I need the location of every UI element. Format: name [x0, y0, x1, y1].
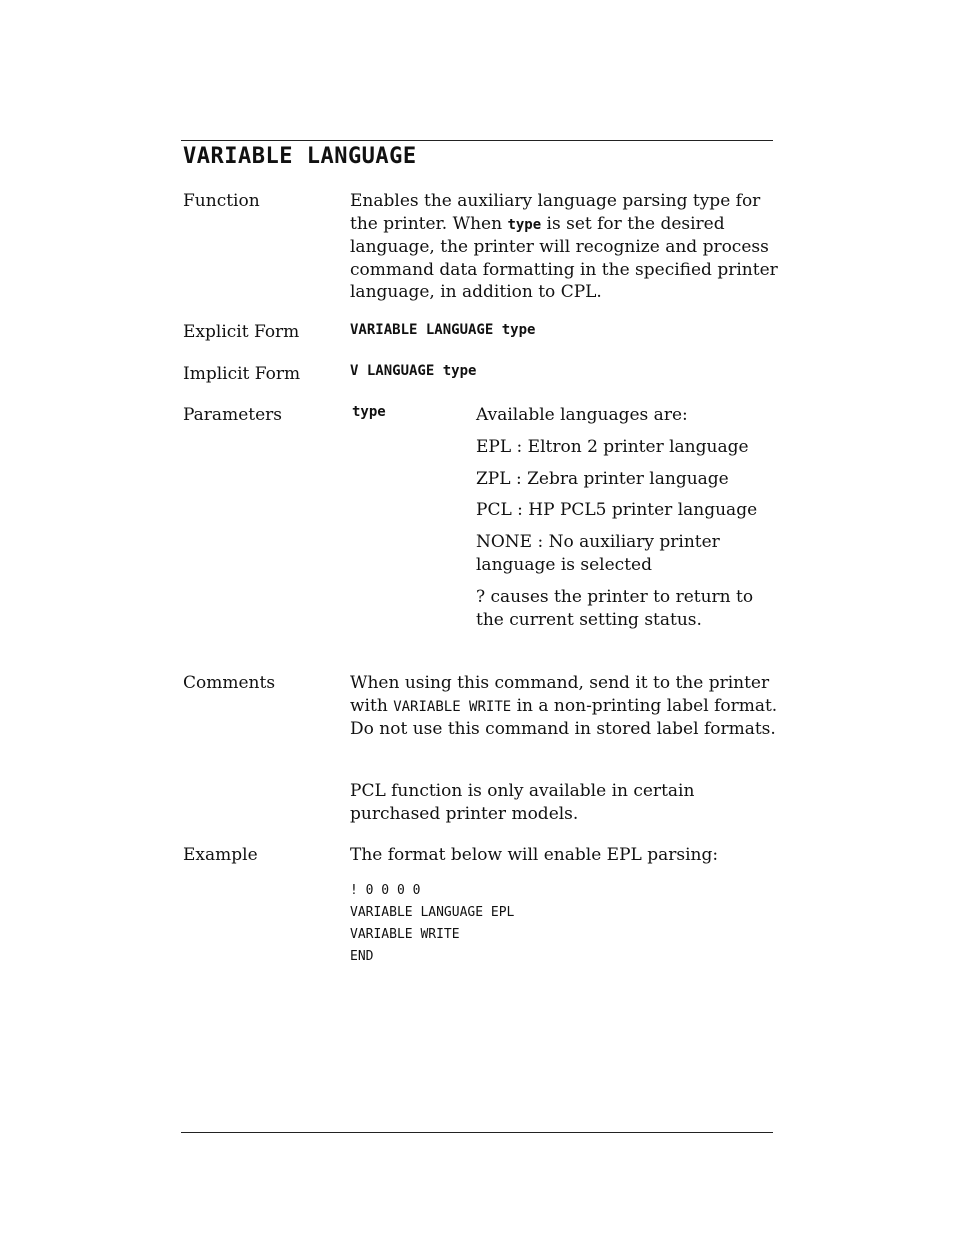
function-label: Function: [183, 191, 260, 211]
parameter-line: ZPL : Zebra printer language: [476, 469, 729, 489]
parameter-name: type: [352, 404, 386, 420]
parameters-label: Parameters: [183, 405, 282, 425]
comments-code: VARIABLE WRITE: [393, 698, 512, 715]
code-line: VARIABLE LANGUAGE EPL: [350, 905, 515, 920]
parameter-line: PCL : HP PCL5 printer language: [476, 500, 758, 520]
example-code-block: [350, 880, 514, 968]
example-label: Example: [183, 845, 258, 865]
bottom-rule: [181, 1132, 773, 1133]
function-text-1: Enables the auxiliary language parsing type for the printer. When: [350, 191, 761, 234]
implicit-form-value: V LANGUAGE type: [350, 363, 477, 379]
parameter-line: NONE : No auxiliary printer language is selected: [476, 532, 720, 575]
comments-text-2: in a non-printing label format. Do not use this command in stored label formats.: [350, 695, 778, 739]
code-line: VARIABLE WRITE: [350, 927, 460, 942]
parameter-line: Available languages are:: [476, 405, 688, 425]
explicit-form-label: Explicit Form: [183, 322, 300, 342]
function-description: [350, 190, 790, 304]
parameter-line: EPL : Eltron 2 printer language: [476, 437, 749, 457]
parameter-line: ? causes the printer to return to the current setting status.: [476, 587, 754, 630]
comments-paragraph-2: PCL function is only available in certain purchased printer models.: [350, 781, 695, 824]
comments-label: Comments: [183, 673, 276, 693]
comments-paragraph-1: [350, 672, 780, 741]
implicit-form-label: Implicit Form: [183, 364, 301, 384]
code-line: END: [350, 949, 374, 964]
page-title: VARIABLE LANGUAGE: [183, 144, 417, 169]
comments-text-1: When using this command, send it to the printer with: [350, 673, 770, 716]
code-line: ! 0 0 0 0: [350, 883, 421, 898]
function-code-type: type: [507, 216, 542, 233]
explicit-form-value: VARIABLE LANGUAGE type: [350, 322, 536, 338]
example-intro: The format below will enable EPL parsing:: [350, 845, 719, 865]
function-text-2: is set for the desired language, the printer will recognize and process command data formatting in the specified printer language, in addition to CPL.: [350, 213, 778, 302]
